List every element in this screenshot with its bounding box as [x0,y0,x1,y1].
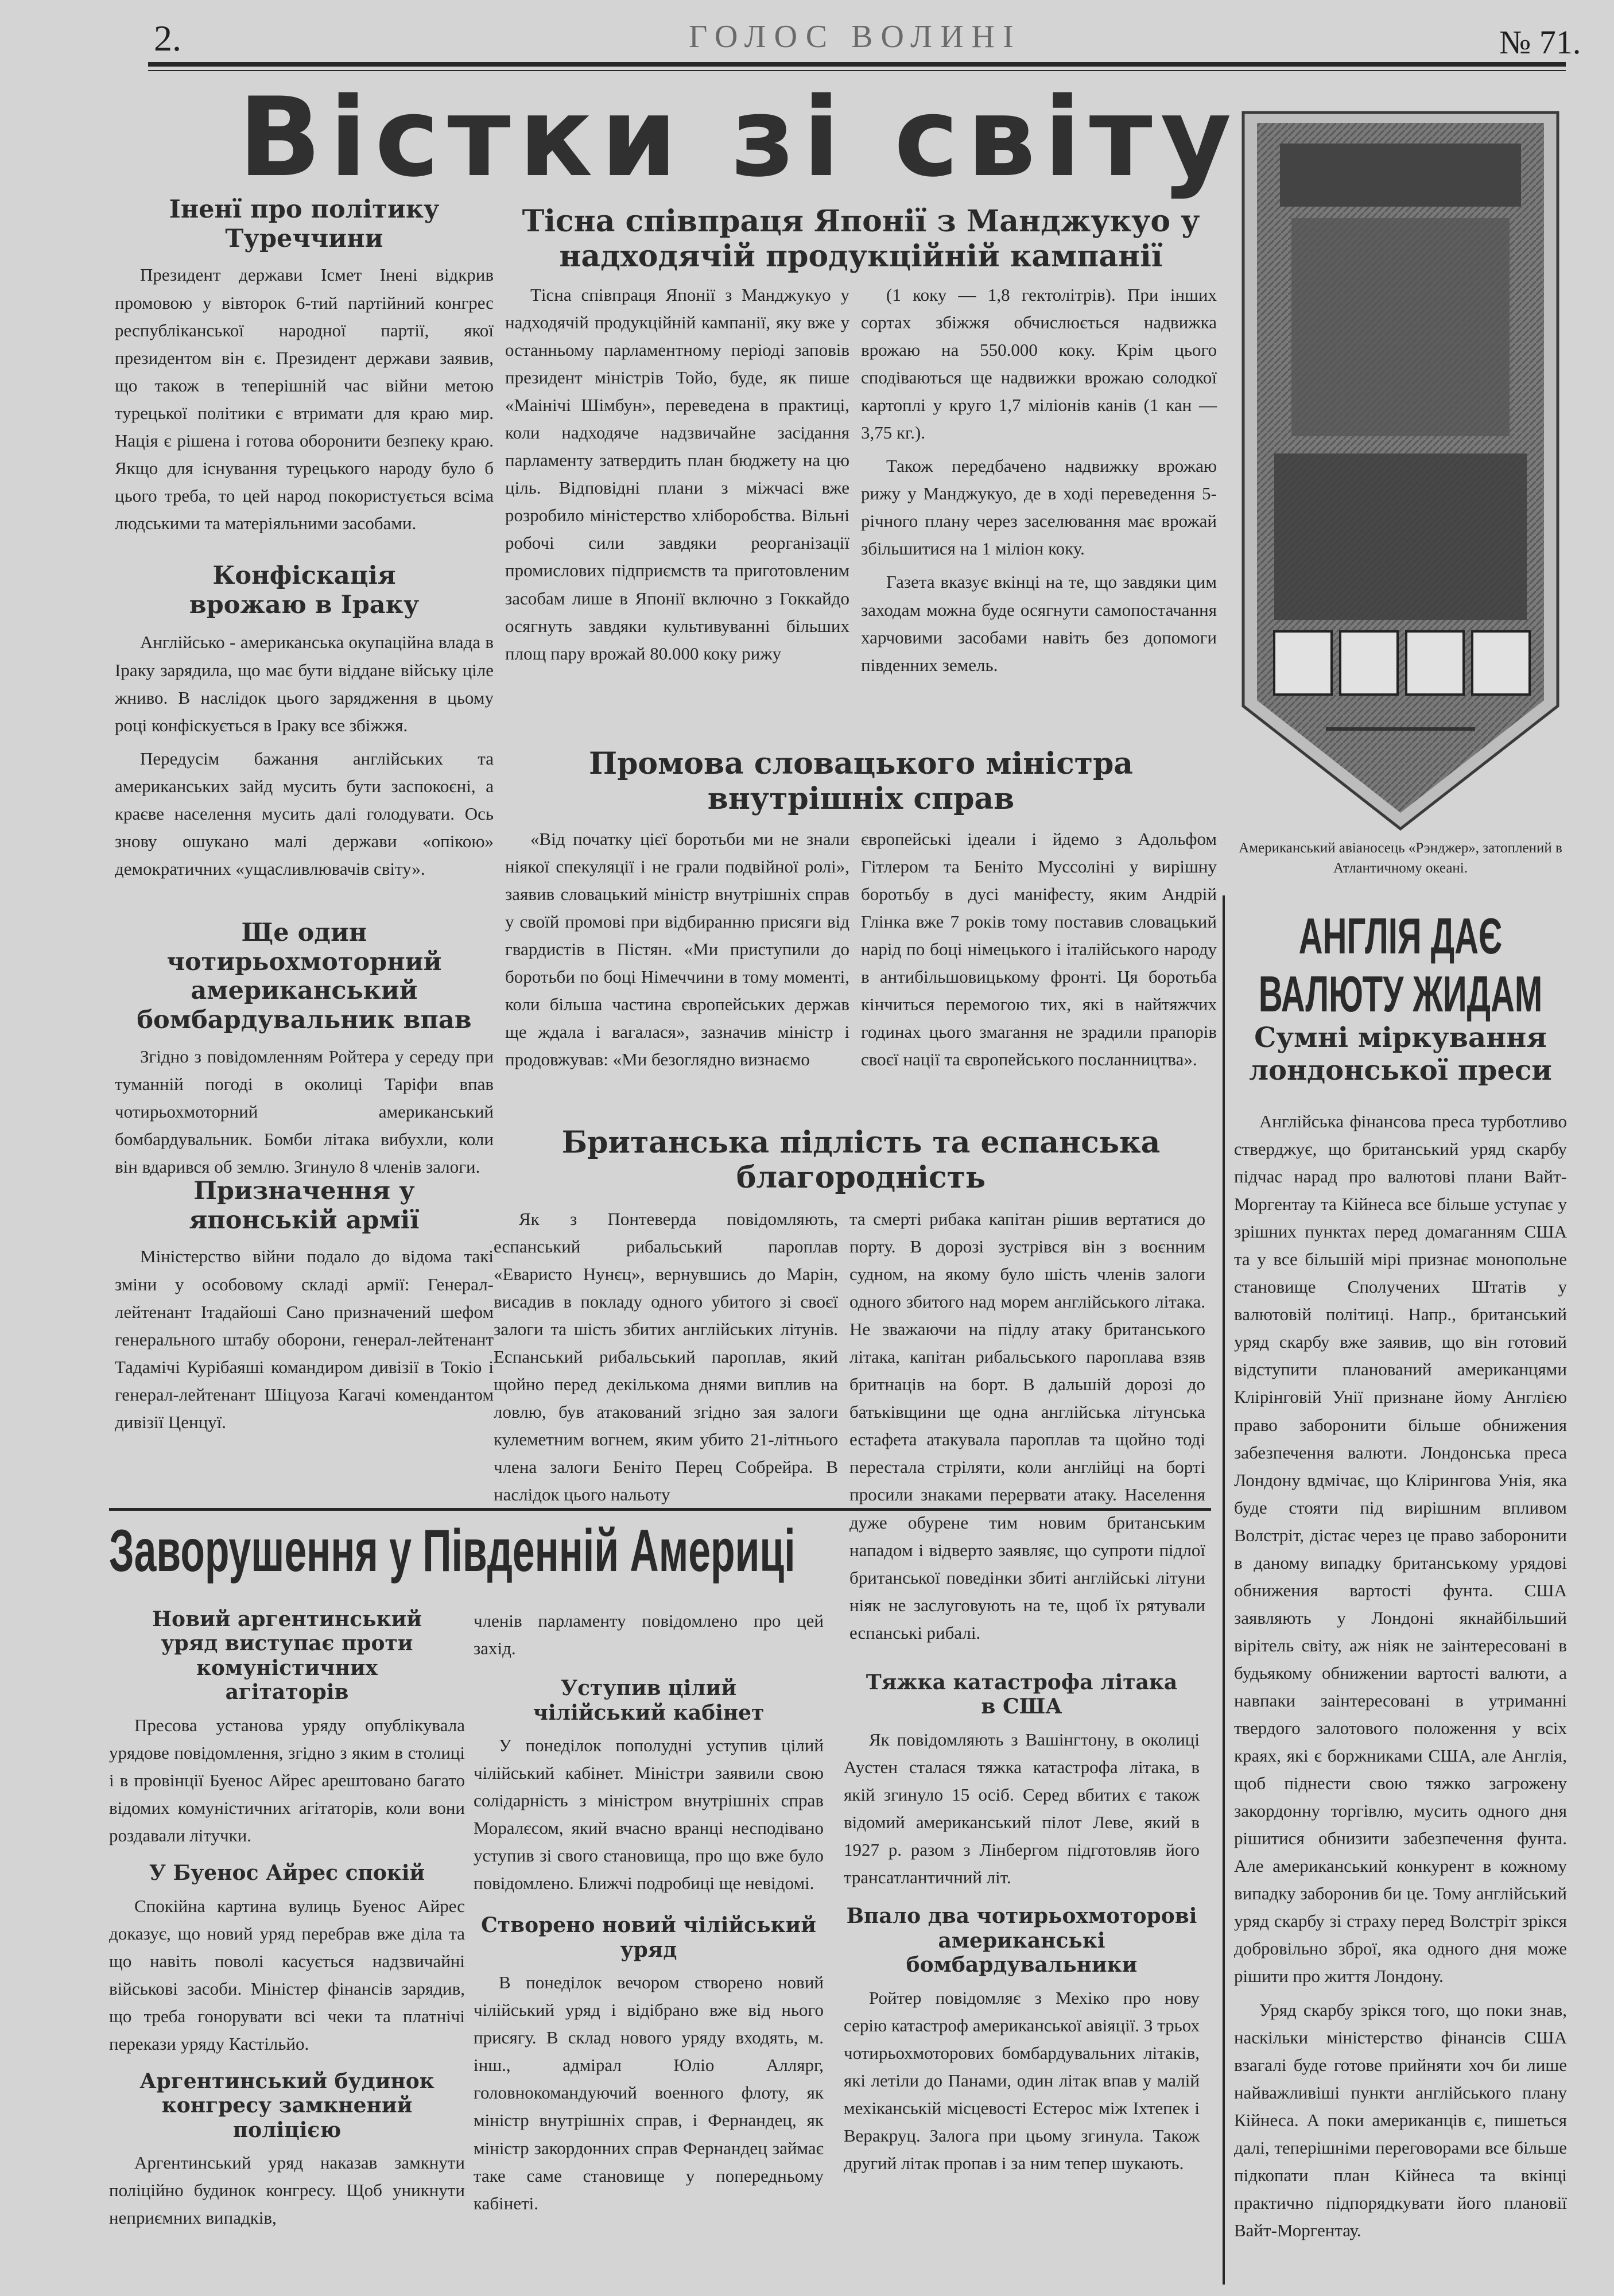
article-paragraph: Спокійна картина вулиць Буенос Айрес доказує, що новий уряд перебрав вже діла та що навіть поволі касується надзвичайні військові засоби. Міністер фінансів зарядив, що треба гонорувати всі чеки та платнічі перекази уряду Кастільйо. [109,1895,465,2054]
article-paragraph: Передусім бажання англійських та американських зайд мусить бути заспокоєні, а краєве населення мусить далі голодувати. Ось знову ошукано малі держави «опікою» демократичних «ущасливлювачів світу». [115,748,494,879]
article-paragraph: У понеділок пополудні уступив цілий чілійський кабінет. Міністри заявили свою солідарність з міністром внутрішніх справ Моралєсом, який вчасно вранці несподівано уступив зі свого становища, про що вже було повідомлено. Ближчі подробиці ще невідомі. [474,1735,824,1894]
image-caption: Американський авіаносець «Рэнджер», затоплений в Атлантичному океані. [1239,840,1562,876]
banner-text: Заворушення у Південній Америці [109,1521,796,1584]
article-england [1234,1108,1567,2244]
article-title: Створено новий чілійський уряд [481,1913,816,1962]
article-title: У Буенос Айрес спокій [149,1861,425,1886]
article-paragraph: Міністерство війни подало до відома такі зміни у особовому складі армії: Генерал-лейтенант Ітадайоші Сано призначений шефом генерального штабу оборони, генерал-лейтенант Тадамічі Курібаяші командиром дивізії в Токіо і генерал-лейтенант Шіцуоза Кагачі комендантом дивізії Ценцуї. [115,1246,494,1432]
article-britain-col2 [849,1205,1205,1647]
article-paragraph: європейські ідеали і йдемо з Адольфом Гітлером та Беніто Муссоліні у вирішну боротьбу в дусі маніфесту, яким Андрій Глінка вже 7 років тому поставив словацький нарід по боці німецького і італійського народу в антибільшовицькому фронті. Ця боротьба кінчиться перемогою тих, які в найтяжчих годинах цього змагання не зрадили прапорів своєї нації та європейського посланництва». [861,829,1217,1070]
article-britain-col1 [494,1205,838,1509]
header-rule [148,62,1566,67]
article-subtitle-england: Сумні міркування лондонської преси [1249,1022,1552,1087]
article-paragraph: та смерті рибака капітан рішив вертатися до порту. В дорозі зустрівся він з воєнним судном, на якому було шість членів залоги одного збитого над морем англійського літака. Не зважаючи на підлу атаку британського літака, капітан рибальського пароплава взяв бритнаців на борт. В дальшій дорозі до батьківщини ще одна англійська літунська естафета атакувала пароплав та щойно тоді перестала стріляти, коли англійці на борті просили знаками перервати атаку. Населення дуже обурене тим новим британським нападом і відверто заявляє, що супроти підлої британської поведінки збиті англійські літуни ніяк не заслуговують на те, щоб їх рятували еспанські рибалі. [849,1209,1205,1643]
article-title: Конфіскація врожаю в Іраку [189,561,420,619]
article-paragraph: Згідно з повідомленням Ройтера у середу при туманній погоді в околиці Таріфи впав чотирьохмоторний американський бомбардувальник. Бомби літака вибухли, коли він вдарився об землю. Згинуло 8 членів залоги. [115,1046,494,1177]
article-england-banner [1228,907,1573,1023]
article-bomber [115,918,494,1181]
article-japan-army [115,1177,494,1436]
article-title: Призначення у японській армії [189,1177,420,1235]
article-paragraph: членів парламенту повідомлено про цей захід. [474,1611,824,1659]
article-paragraph: Пресова установа уряду опублікувала урядове повідомлення, згідно з яким в столиці і в провінції Буенос Айрес арештовано багато відомих комуністичних агітаторів, коли вони роздавали літучки. [109,1715,465,1846]
article-iraq [115,561,494,883]
issue-number: № 71. [1499,24,1581,61]
article-title-manchukuo: Тісна співпраця Японії з Манджукуо у надходячій продукційній кампанії [522,204,1200,274]
article-paragraph: (1 коку — 1,8 гектолітрів). При інших сортах збіжжя обчислюється надвижка врожаю на 550.000 коку. Крім цього сподіваються ще надвижки врожаю солодкої картоплі у круго 1,7 міліонів канів (1 кан — 3,75 кг.). [861,285,1217,443]
article-paragraph: Тісна співпраця Японії з Манджукуо у надходячій продукційній кампанії, яку вже у останньому парламентному періоді заповів президент міністрів Тойо, буде, як пише «Маінічі Шімбун», переведена в практиці, коли надходяче надзвичайне засідання парламенту затвердить план бюджету на цю ціль. Відповідні плани з міжчасі вже розробило міністерство хліборобства. Вільні робочі сили завдяки реорганізації промислових підприємств та приготовленим засобам лише в Японії включно з Гоккайдо осягнуть завдяки культивуванні більших площ пару врожай 80.000 коку рижу [505,285,849,664]
article-paragraph: Як з Понтеверда повідомляють, еспанський рибальський пароплав «Еваристо Нунєц», вернувшись до Марін, висадив в покладу одного убитого зі своєї залоги та шість збитих англійських літунів. Еспанський рибальський пароплав, який щойно перед декількома днями виплив на ловлю, був атакований згідно зая залоги кулеметним вогнем, яким убито 21-літнього члена залоги Беніто Перец Собрейра. В наслідок цього нальоту [494,1209,838,1505]
article-slovak-col2 [861,825,1217,1073]
article-title: Впало два чотирьохмоторові американські бомбардувальники [846,1904,1197,1977]
newspaper-name: ГОЛОС ВОЛИНІ [689,19,1022,55]
article-manchukuo-col1 [505,281,849,668]
article-paragraph: Уряд скарбу зрікся того, що поки знав, наскільки міністерство фінансів США взагалі буде готове прийняти хоч би лише найважливіші пункти англійського плану Кійнеса. А поки американців є, пишеться далі, теперішніми переговорами все більше підкопати план Кійнеса та вкінці практично підпорядкувати його плановії Вайт-Моргентау. [1234,1999,1567,2240]
article-paragraph: «Від початку цієї боротьби ми не знали ніякої спекуляції і не грали подвійної ролі», заявив словацький міністр внутрішніх справ у своїй промові при відбиранню присяги від гвардистів в Пістян. «Ми приступили до боротьби по боці Німеччини в тому моменті, коли більша частина європейських держав ще ждала і вагалася», зазначив міністр і продовжував: «Ми безоглядно визнаємо [505,829,849,1070]
article-paragraph: В понеділок вечором створено новий чілійський уряд і відібрано вже від нього присягу. В склад нового уряду входять, м. інш., адмірал Юліо Аллярг, головнокомандуючий военного флоту, як міністр внутрішніх справ, і Фернандец, як міністр закордонних справ Фернандец займає таке саме становище у попередньому кабінеті. [474,1972,824,2213]
article-chile [474,1607,824,2217]
article-title: Тяжка катастрофа літака в США [866,1670,1178,1719]
article-paragraph: Також передбачено надвижку врожаю рижу у Манджукуо, де в ході переведення 5-річного плану через заселювання має врожай збільшитися на 1 міліон коку. [861,456,1217,559]
south-america-banner [109,1521,832,1584]
article-argentina [109,1607,465,2232]
article-paragraph: Газета вказує вкінці на те, що завдяки цим заходам можна буде осягнути самопостачання харчовими засобами навіть без допомоги південних земель. [861,572,1217,675]
article-title-slovak: Промова словацького міністра внутрішніх справ [588,746,1134,817]
section-title: Вістки зі світу [238,74,1240,201]
article-title-britain-spain: Британська підлість та еспанська благородність [561,1125,1161,1196]
article-title: Новий аргентинський уряд виступає проти комуністичних агітаторів [152,1607,422,1705]
aircraft-carrier-image [1240,109,1561,832]
header-rule-thin [148,70,1566,71]
page-number: 2. [154,18,181,59]
article-title: Уступив цілий чілійський кабінет [533,1676,765,1725]
england-banner-text: АНГЛІЯ ДАЄ ВАЛЮТУ ЖИДАМ [1258,907,1543,1023]
aircraft-carrier-photo [1240,109,1561,832]
article-paragraph: Ройтер повідомляє з Мехіко про нову серію катастроф американської авіяції. З трьох чотирьохмоторових бомбардувальних літаків, які летіли до Панами, один літак впав у малій мехіканській місцевості Естерос між Іхтепек і Веракруц. Залога при цьому згинула. Також другий літак пропав і за ним тепер шукають. [844,1987,1200,2173]
column-divider [1223,895,1225,2285]
article-title: Аргентинський будинок конгресу замкнений поліцією [139,2069,434,2142]
article-paragraph: Аргентинський уряд наказав замкнути поліційно будинок конгресу. Щоб уникнути неприємних випадків, [109,2152,465,2228]
article-slovak-col1 [505,825,849,1073]
article-title: Ще один чотирьохмоторний американський бомбардувальник впав [137,918,472,1035]
article-paragraph: Президент держави Ісмет Інені відкрив промовою у вівторок 6-тий партійний конгрес республіканської народної партії, якої президентом він є. Президент держави заявив, що також в теперішній час війни метою турецької політики є втримати для краю мир. Нація є рішена і готова оборонити безпеку краю. Якщо для існування турецького народу було б цього треба, то цей народ покористується всіма людськими та матеріяльними засобами. [115,265,494,533]
article-paragraph: Як повідомляють з Вашінгтону, в околиці Аустен сталася тяжка катастрофа літака, в якій згинуло 15 осіб. Серед вбитих є також відомий американський пілот Леве, який в 1927 р. разом з Лінбергом підготовляв його трансатлантичний літ. [844,1729,1200,1888]
article-turkey [115,195,494,537]
article-title: Іненї про політику Туреччини [169,195,440,253]
banner-rule-top [109,1508,1211,1511]
article-paragraph: Англійсько - американська окупаційна влада в Іраку зарядила, що має бути віддане війську ціле жниво. В наслідок цього зарядження в цьому році конфіскується в Іраку все збіжжя. [115,632,494,735]
article-usa-planes [844,1670,1200,2177]
article-manchukuo-col2 [861,281,1217,679]
article-paragraph: Англійська фінансова преса турботливо стверджує, що британський уряд скарбу підчас нарад про валютові плани Вайт-Моргентау та Кійнеса все більше уступає у зрішних пунктах перед домаганням США та у все більшій мірі признає монопольне становище Сполучених Штатів у валютовій політиці. Напр., британський уряд скарбу вже заявив, що він готовий відступити планований американцями Клірінговій Унії признане йому Англією право заборонити більше обнижения забезпечення валюти. Лондонська преса Лондону вдмічає, що Клірингова Унія, яка буде стояти під вирішним впливом Волстріт, дістає через це право заборонити в даному випадку британському урядові обнижения вартості фунта. США заявляють у Лондоні якнайбільший вірітель світу, аж ніяк не заінтересовані в будьякому обнижении вартості валюти, а навпаки заінтересовані в утриманні твердого залотового положення у всіх краях, які є боржниками США, але Англія, щоб піднести свою тяжко загрожену закордонну торгівлю, мусить одного дня рішитися обнизити забезпечення фунта. Але американський конкурент в кожному випадку заборонив би це. Тому англійський уряд скарбу зі страху перед Волстріт зрікся добровільно зброї, яка одного дня може рішити про життя Лондону. [1234,1111,1567,1987]
